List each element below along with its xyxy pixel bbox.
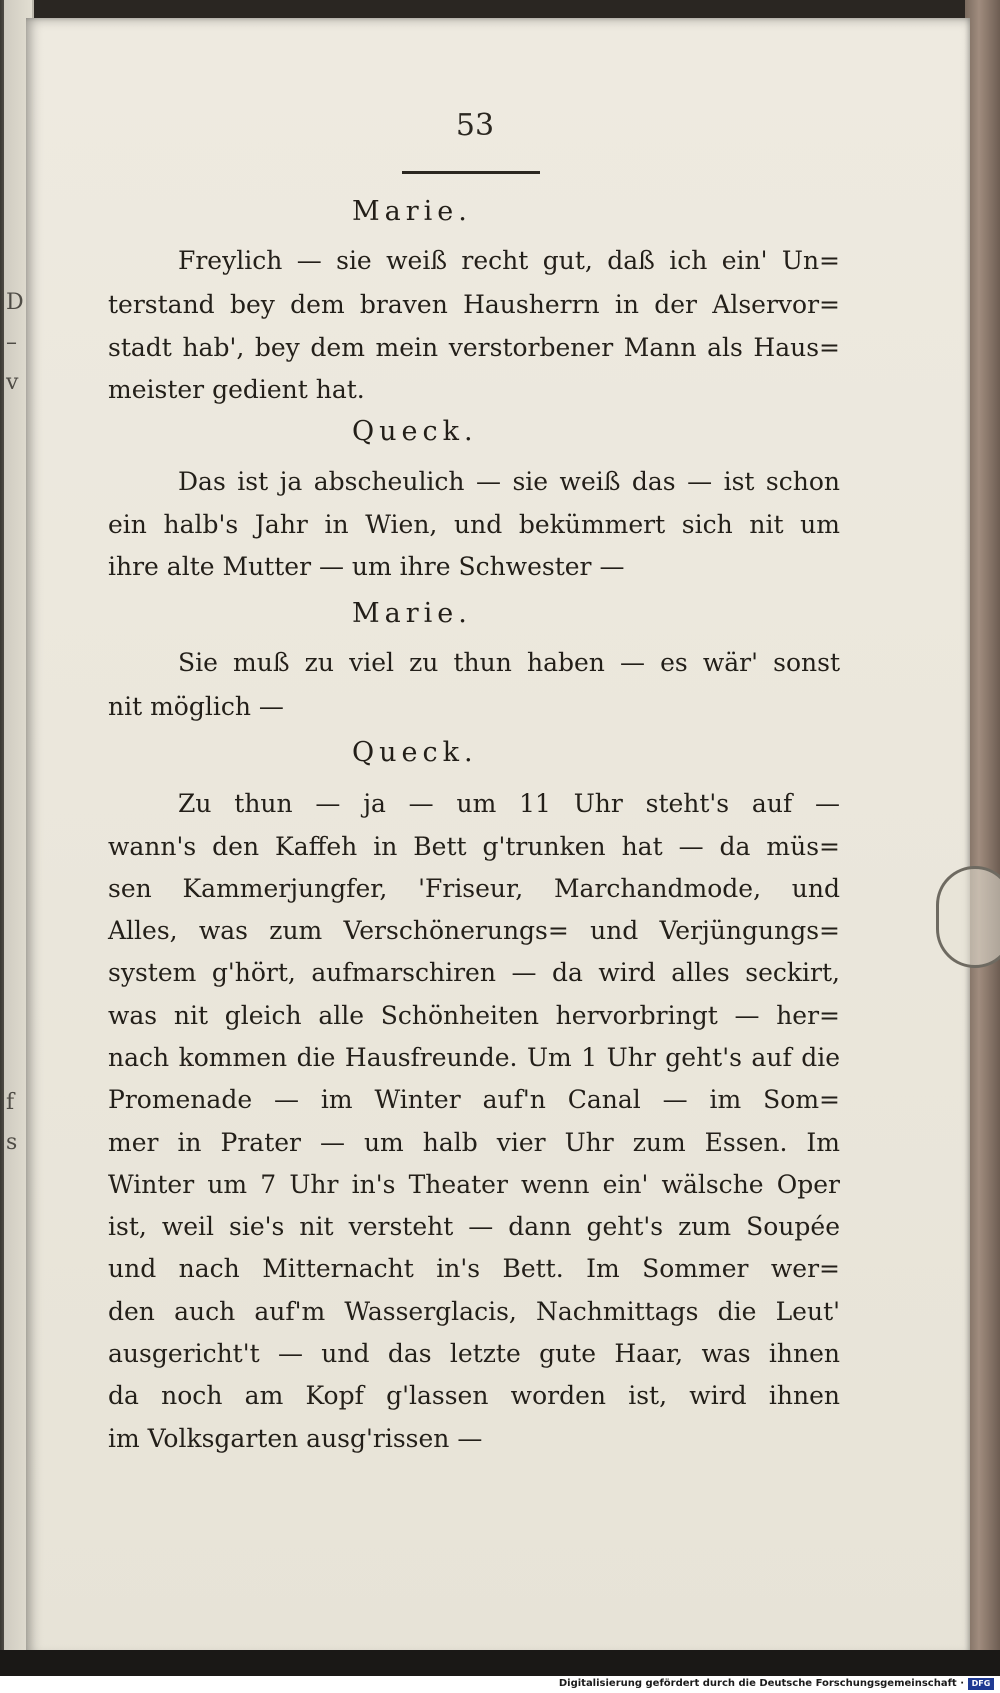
text-line: Winter um 7 Uhr in's Theater wenn ein' wälsche Oper <box>108 1170 840 1199</box>
text-line: ein halb's Jahr in Wien, und bekümmert sich nit um <box>108 510 840 539</box>
facing-page-edge: D – v f s <box>4 0 32 1660</box>
dfg-logo: DFG <box>968 1678 994 1690</box>
text-line: ausgericht't — und das letzte gute Haar, was ihnen <box>108 1339 840 1368</box>
text-line: was nit gleich alle Schönheiten hervorbringt — her= <box>108 1001 840 1030</box>
scan-bottom-border <box>0 1650 1000 1676</box>
page-number: 53 <box>455 108 495 143</box>
text-line: Promenade — im Winter auf'n Canal — im Som= <box>108 1085 840 1114</box>
text-line: im Volksgarten ausg'rissen — <box>108 1424 483 1453</box>
text-line: ist, weil sie's nit versteht — dann geht's zum Soupée <box>108 1212 840 1241</box>
text-line: Sie muß zu viel zu thun haben — es wär' sonst <box>178 648 840 677</box>
text-line: Freylich — sie weiß recht gut, daß ich ein' Un= <box>178 246 840 275</box>
speaker-name: Marie. <box>352 598 472 629</box>
text-line: nit möglich — <box>108 692 284 721</box>
funding-credit: Digitalisierung gefördert durch die Deutsche Forschungsgemeinschaft · <box>558 1678 964 1689</box>
text-line: da noch am Kopf g'lassen worden ist, wird ihnen <box>108 1381 840 1410</box>
speaker-name: Queck. <box>352 416 478 447</box>
text-line: und nach Mitternacht in's Bett. Im Sommer wer= <box>108 1254 840 1283</box>
text-line: Alles, was zum Verschönerungs= und Verjüngungs= <box>108 916 840 945</box>
text-line: terstand bey dem braven Hausherrn in der Alservor= <box>108 290 840 319</box>
text-line: system g'hört, aufmarschiren — da wird alles seckirt, <box>108 958 840 987</box>
speaker-name: Marie. <box>352 196 472 227</box>
text-line: sen Kammerjungfer, 'Friseur, Marchandmode, und <box>108 874 840 903</box>
speaker-name: Queck. <box>352 737 478 768</box>
page-clip <box>936 866 1000 968</box>
text-line: wann's den Kaffeh in Bett g'trunken hat — da müs= <box>108 832 840 861</box>
text-line: Das ist ja abscheulich — sie weiß das — ist schon <box>178 467 840 496</box>
text-line: stadt hab', bey dem mein verstorbener Mann als Haus= <box>108 333 840 362</box>
text-line: meister gedient hat. <box>108 375 365 404</box>
text-line: Zu thun — ja — um 11 Uhr steht's auf — <box>178 789 840 818</box>
text-line: den auch auf'm Wasserglacis, Nachmittags die Leut' <box>108 1297 840 1326</box>
text-line: ihre alte Mutter — um ihre Schwester — <box>108 552 625 581</box>
text-line: mer in Prater — um halb vier Uhr zum Essen. Im <box>108 1128 840 1157</box>
text-line: nach kommen die Hausfreunde. Um 1 Uhr geht's auf die <box>108 1043 840 1072</box>
